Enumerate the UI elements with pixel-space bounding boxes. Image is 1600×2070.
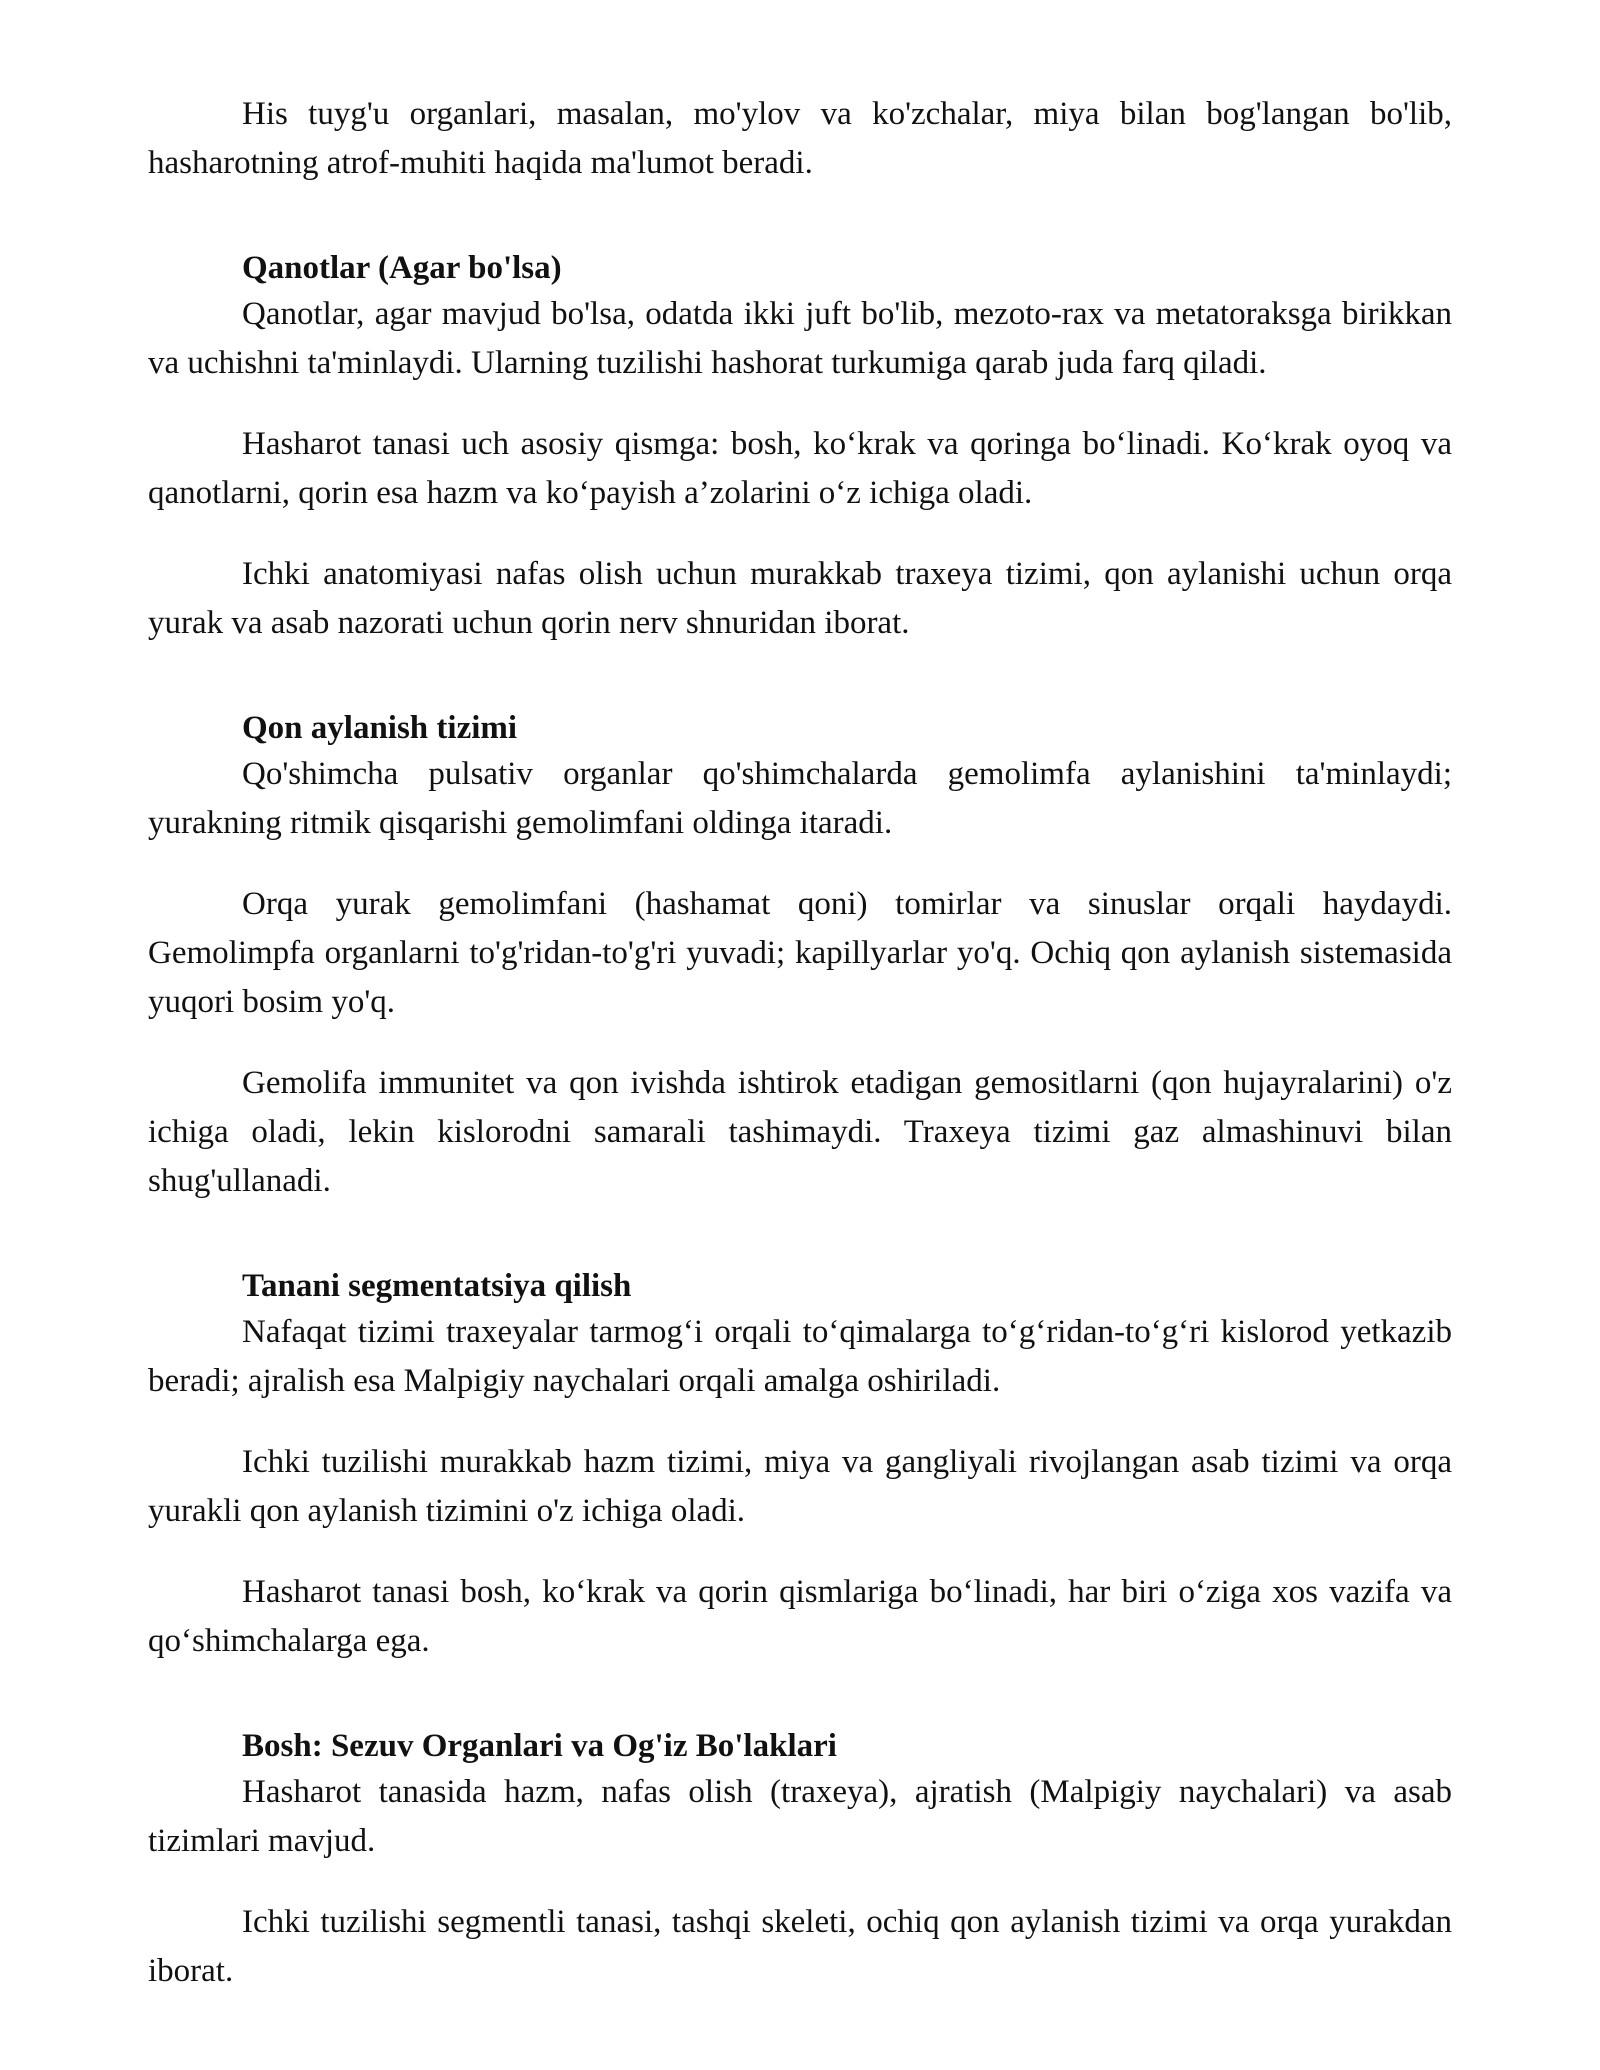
document-page — [148, 90, 1452, 2028]
heading-body-segmentation: Tanani segmentatsiya qilish — [242, 1268, 632, 1304]
paragraph-segmented-body: Ichki tuzilishi segmentli tanasi, tashqi skeleti, ochiq qon aylanish tizimi va orqa yurakdan iborat. — [148, 1904, 1452, 1989]
heading-head-mouthparts: Bosh: Sezuv Organlari va Og'iz Bo'laklari — [242, 1728, 837, 1764]
paragraph-internal-anatomy: Ichki anatomiyasi nafas olish uchun murakkab traxeya tizimi, qon aylanishi uchun orqa yurak va asab nazorati uchun qorin nerv shnuridan iborat. — [148, 556, 1452, 641]
paragraph-body-division: Hasharot tanasi bosh, ko‘krak va qorin qismlariga bo‘linadi, har biri o‘ziga xos vazifa va qo‘shimchalarga ega. — [148, 1574, 1452, 1659]
paragraph-body-parts: Hasharot tanasi uch asosiy qismga: bosh, ko‘krak va qoringa bo‘linadi. Ko‘krak oyoq va qanotlarni, qorin esa hazm va ko‘payish a’zolarini o‘z ichiga oladi. — [148, 426, 1452, 511]
paragraph-internal-structure: Ichki tuzilishi murakkab hazm tizimi, miya va gangliyali rivojlangan asab tizimi va orqa yurakli qon aylanish tizimini o'z ichiga oladi. — [148, 1444, 1452, 1529]
paragraph-wings: Qanotlar, agar mavjud bo'lsa, odatda ikki juft bo'lib, mezoto-rax va metatoraksga birikkan va uchishni ta'minlaydi. Ularning tuzilishi hashorat turkumiga qarab juda farq qiladi. — [148, 296, 1452, 381]
paragraph-pulsatile-organs: Qo'shimcha pulsativ organlar qo'shimchalarda gemolimfa aylanishini ta'minlaydi; yurakning ritmik qisqarishi gemolimfani oldinga itaradi. — [148, 756, 1452, 841]
paragraph-sensory-organs: His tuyg'u organlari, masalan, mo'ylov va ko'zchalar, miya bilan bog'langan bo'lib, hasharotning atrof-muhiti haqida ma'lumot beradi. — [148, 96, 1452, 181]
heading-wings: Qanotlar (Agar bo'lsa) — [242, 250, 562, 286]
paragraph-dorsal-heart: Orqa yurak gemolimfani (hashamat qoni) tomirlar va sinuslar orqali haydaydi. Gemolimpfa organlarni to'g'ridan-to'g'ri yuvadi; kapillyarlar yo'q. Ochiq qon aylanish sistemasida yuqori bosim yo'q. — [148, 886, 1452, 1020]
heading-circulatory-system: Qon aylanish tizimi — [242, 710, 518, 746]
paragraph-body-systems: Hasharot tanasida hazm, nafas olish (traxeya), ajratish (Malpigiy naychalari) va asab tizimlari mavjud. — [148, 1774, 1452, 1859]
paragraph-tracheal-system: Nafaqat tizimi traxeyalar tarmog‘i orqali to‘qimalarga to‘g‘ridan-to‘g‘ri kislorod yetkazib beradi; ajralish esa Malpigiy naychalari orqali amalga oshiriladi. — [148, 1314, 1452, 1399]
paragraph-hemolymph: Gemolifa immunitet va qon ivishda ishtirok etadigan gemositlarni (qon hujayralarini) o'z ichiga oladi, lekin kislorodni samarali tashimaydi. Traxeya tizimi gaz almashinuvi bilan shug'ullanadi. — [148, 1065, 1452, 1199]
